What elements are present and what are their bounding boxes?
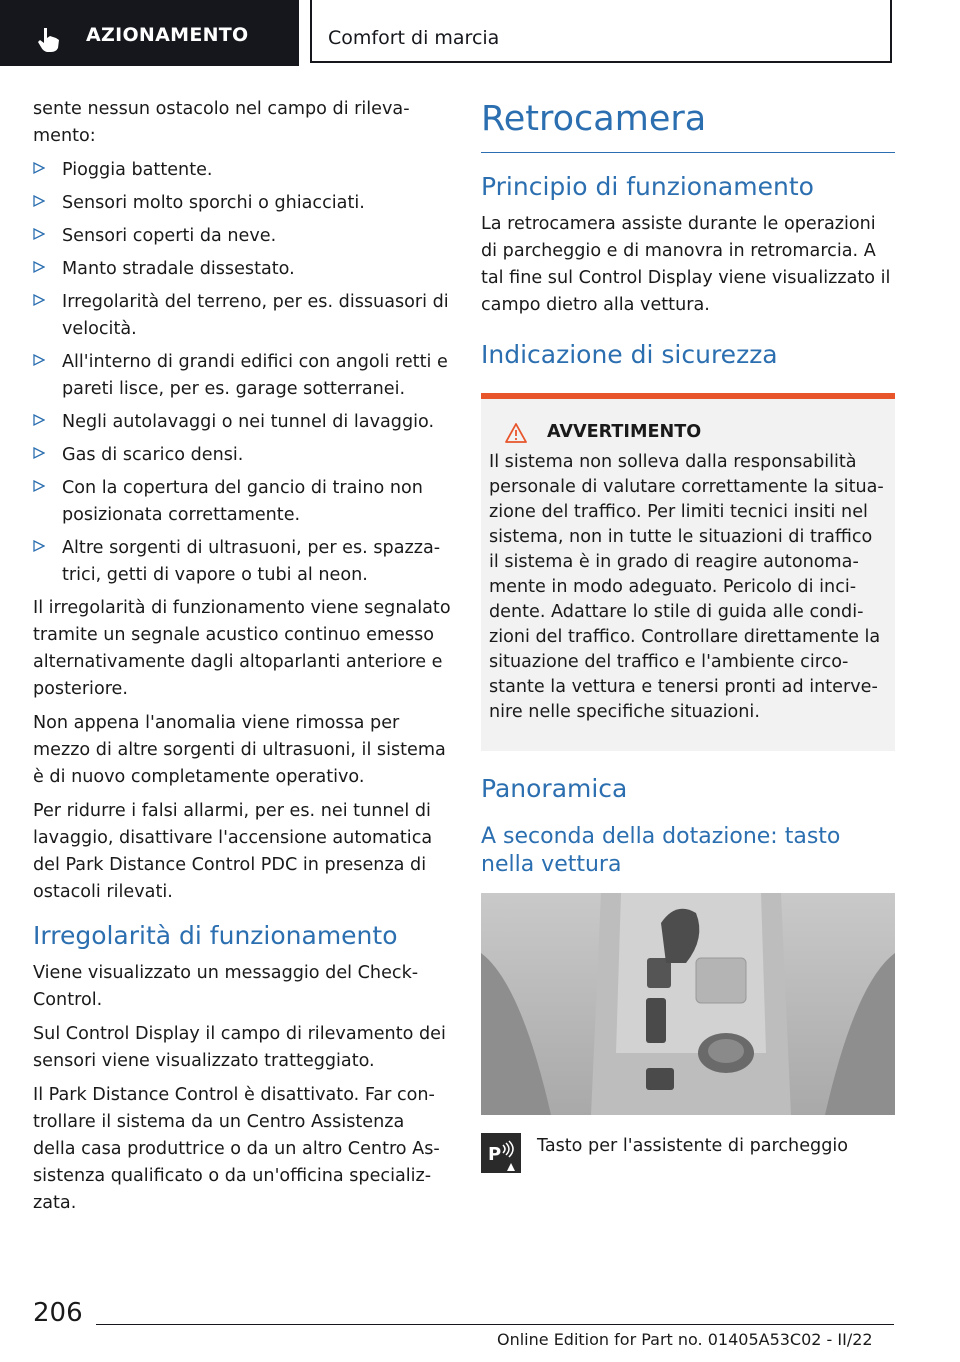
section-title: AZIONAMENTO bbox=[86, 24, 249, 46]
list-item: Pioggia battente. bbox=[33, 157, 451, 184]
list-item: Sensori molto sporchi o ghiacciati. bbox=[33, 190, 451, 217]
list-item: All'interno di grandi edifici con angoli retti e pareti lisce, per es. garage sotterranei. bbox=[33, 349, 451, 403]
edition-text: Online Edition for Part no. 01405A53C02 - II/22 bbox=[497, 1330, 873, 1349]
paragraph: La retrocamera assiste durante le operazioni di parcheggio e di manovra in retromarcia. A tal fine sul Control Display viene visualizzato il campo dietro alla vettura. bbox=[481, 214, 891, 315]
svg-text:P: P bbox=[488, 1144, 502, 1165]
section-heading: Panoramica bbox=[481, 774, 628, 803]
subsection-heading: A seconda della dotazione: tasto nella vettura bbox=[481, 824, 841, 877]
left-column bbox=[33, 96, 451, 1224]
right-column bbox=[481, 96, 895, 1173]
parking-assistant-icon bbox=[481, 1133, 521, 1173]
bullet-triangle-icon bbox=[33, 443, 45, 463]
page-number: 206 bbox=[33, 1298, 83, 1328]
bullet-triangle-icon bbox=[33, 350, 45, 370]
caption-text: Tasto per l'assistente di parcheggio bbox=[537, 1136, 849, 1156]
paragraph: Viene visualizzato un messaggio del Check-Control. bbox=[33, 963, 419, 1010]
paragraph: Non appena l'anomalia viene rimossa per mezzo di altre sorgenti di ultrasuoni, il sistema è di nuovo completamente operativo. bbox=[33, 713, 446, 787]
condition-list bbox=[33, 157, 451, 589]
page-title: Retrocamera bbox=[481, 96, 895, 153]
bullet-triangle-icon bbox=[33, 536, 45, 556]
bullet-triangle-icon bbox=[33, 224, 45, 244]
list-item: Altre sorgenti di ultrasuoni, per es. spazzatrici, getti di vapore o tubi al neon. bbox=[33, 535, 451, 589]
paragraph: Per ridurre i falsi allarmi, per es. nei tunnel di lavaggio, disattivare l'accensione automatica del Park Distance Control PDC in presenza di ostacoli rilevati. bbox=[33, 801, 433, 902]
warning-text: Il sistema non solleva dalla responsabilità personale di valutare correttamente la situazione del traffico. Per limiti tecnici insiti nel sistema, non in tutte le situazioni di traffico il sistema è in grado di reagire autonomamente in modo adeguato. Pericolo di incidente. Adattare lo stile di guida alle condizioni del traffico. Controllare direttamente la situazione del traffico e l'ambiente circostante la vettura e tenersi pronti ad intervenire nelle specifiche situazioni. bbox=[489, 452, 884, 722]
section-tab bbox=[0, 0, 299, 66]
subsection-tab bbox=[310, 0, 892, 63]
center-console-photo bbox=[481, 893, 895, 1115]
bullet-triangle-icon bbox=[33, 191, 45, 211]
bullet-triangle-icon bbox=[33, 158, 45, 178]
list-item: Irregolarità del terreno, per es. dissuasori di velocità. bbox=[33, 289, 451, 343]
subsection-title: Comfort di marcia bbox=[328, 27, 500, 49]
footer-divider bbox=[96, 1324, 894, 1325]
bullet-triangle-icon bbox=[33, 290, 45, 310]
paragraph: Sul Control Display il campo di rilevamento dei sensori viene visualizzato tratteggiato. bbox=[33, 1024, 446, 1071]
bullet-triangle-icon bbox=[33, 257, 45, 277]
section-heading: Principio di funzionamento bbox=[481, 172, 814, 201]
bullet-triangle-icon bbox=[33, 476, 45, 496]
caption bbox=[481, 1133, 895, 1173]
paragraph: Il irregolarità di funzionamento viene segnalato tramite un segnale acustico continuo emesso alternativamente dagli altoparlanti anteriore e posteriore. bbox=[33, 598, 451, 699]
list-item: Sensori coperti da neve. bbox=[33, 223, 451, 250]
hand-pointer-icon bbox=[34, 24, 64, 54]
paragraph: Il Park Distance Control è disattivato. Far controllare il sistema da un Centro Assistenza della casa produttrice o da un altro Centro Assistenza qualificato o da un'officina specializzata. bbox=[33, 1085, 440, 1213]
intro-text: sente nessun ostacolo nel campo di rilevamento: bbox=[33, 99, 410, 146]
list-item: Gas di scarico densi. bbox=[33, 442, 451, 469]
section-heading: Irregolarità di funzionamento bbox=[33, 921, 398, 950]
warning-title: AVVERTIMENTO bbox=[547, 422, 702, 442]
bullet-triangle-icon bbox=[33, 410, 45, 430]
warning-box bbox=[481, 393, 895, 751]
section-heading: Indicazione di sicurezza bbox=[481, 340, 778, 369]
warning-triangle-icon bbox=[505, 423, 527, 443]
list-item: Manto stradale dissestato. bbox=[33, 256, 451, 283]
list-item: Negli autolavaggi o nei tunnel di lavaggio. bbox=[33, 409, 451, 436]
list-item: Con la copertura del gancio di traino non posizionata correttamente. bbox=[33, 475, 451, 529]
